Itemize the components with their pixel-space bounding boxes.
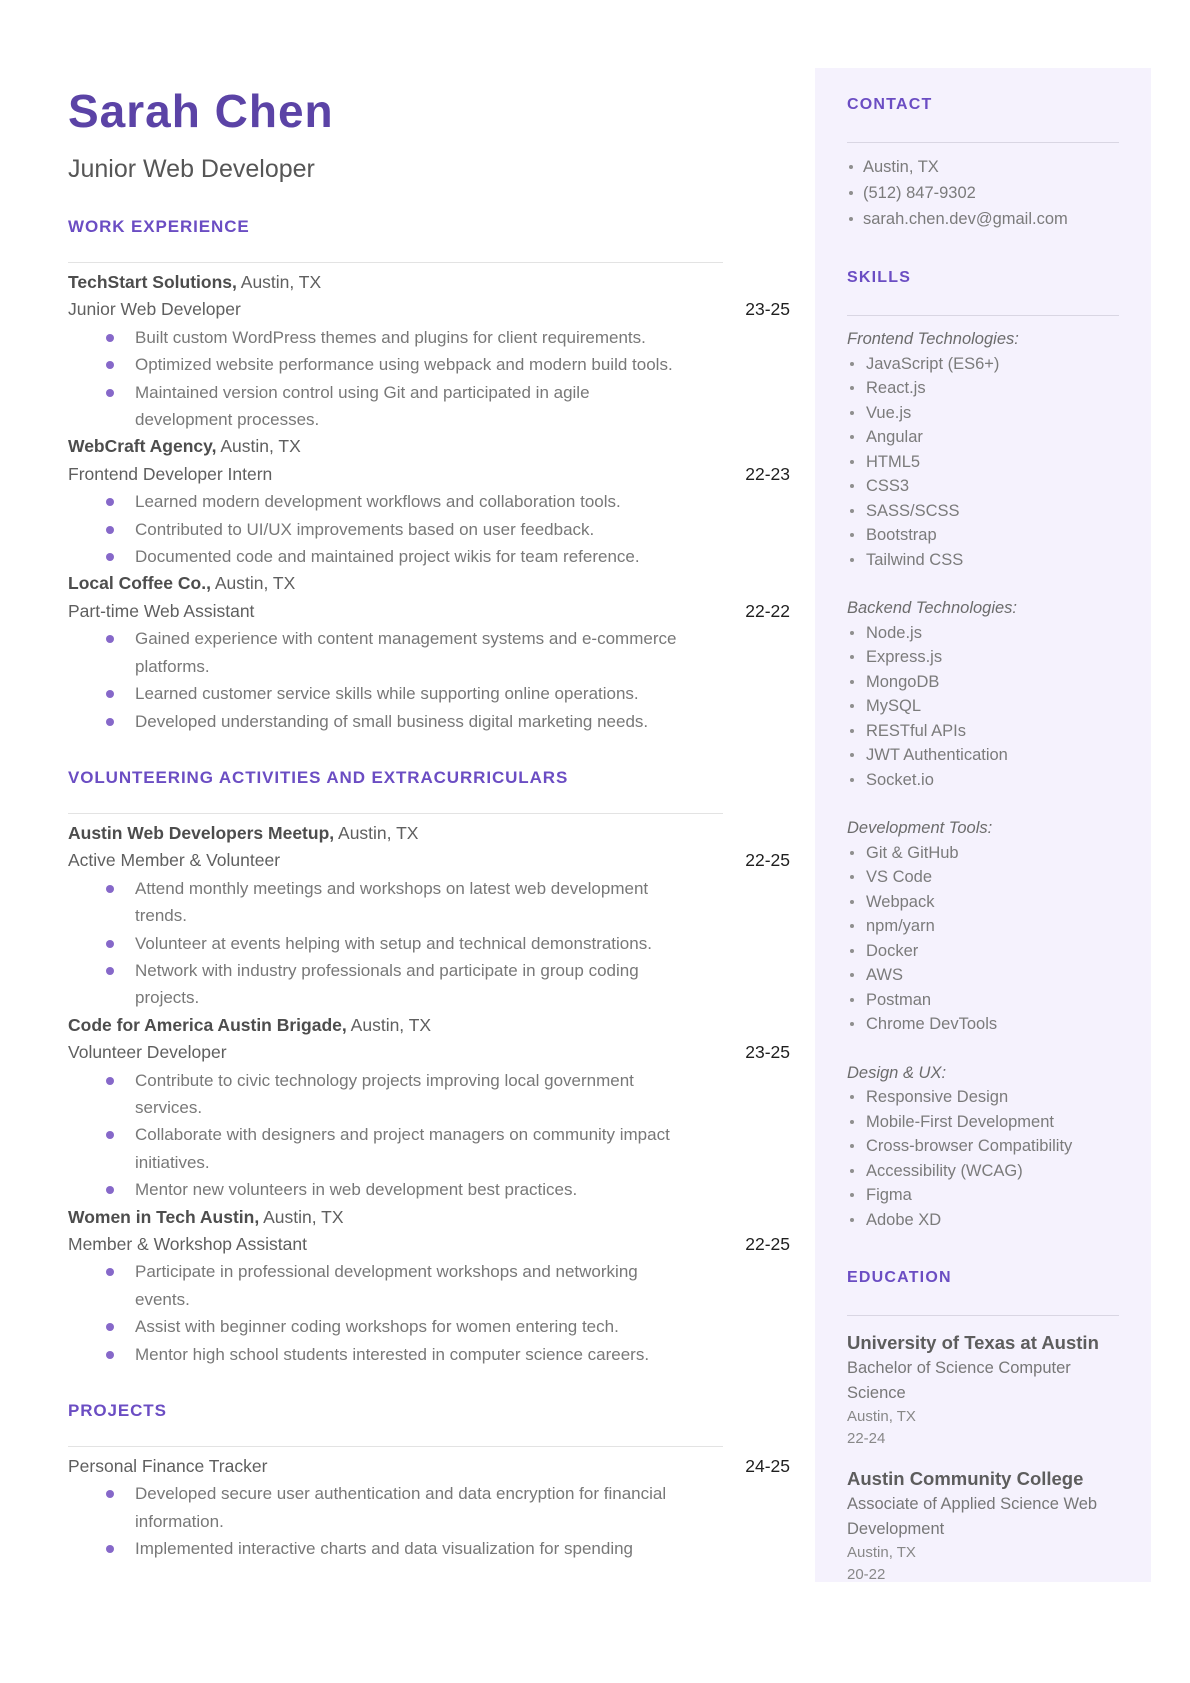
education-list bbox=[847, 1330, 1119, 1586]
skill-item: Chrome DevTools bbox=[847, 1012, 1119, 1037]
skill-item: Webpack bbox=[847, 890, 1119, 915]
sidebar-section-education bbox=[847, 1268, 1119, 1586]
experience-entry bbox=[68, 570, 790, 734]
entry-org-line bbox=[68, 1012, 790, 1039]
skill-item: npm/yarn bbox=[847, 914, 1119, 939]
entry-bullets bbox=[68, 1480, 678, 1562]
role-title: Active Member & Volunteer bbox=[68, 850, 281, 871]
entry-role-line bbox=[68, 847, 790, 874]
contact-list bbox=[847, 154, 1119, 232]
date-range: 22-22 bbox=[745, 600, 790, 621]
bullet-item: Attend monthly meetings and workshops on latest web development trends. bbox=[68, 875, 678, 930]
entry-role-line bbox=[68, 1039, 790, 1066]
bullet-item: Optimized website performance using webpack and modern build tools. bbox=[68, 351, 678, 378]
skill-list bbox=[847, 841, 1119, 1037]
entry-bullets bbox=[68, 1258, 678, 1368]
skill-item: Bootstrap bbox=[847, 523, 1119, 548]
skill-item: MySQL bbox=[847, 694, 1119, 719]
section-entries bbox=[68, 820, 790, 1368]
section-heading: PROJECTS bbox=[68, 1401, 167, 1421]
school-dates: 20-22 bbox=[847, 1566, 886, 1583]
sidebar-section-contact bbox=[847, 95, 1119, 232]
date-range: 22-25 bbox=[745, 850, 790, 871]
experience-entry bbox=[68, 433, 790, 570]
skill-item: Accessibility (WCAG) bbox=[847, 1159, 1119, 1184]
skill-item: Cross-browser Compatibility bbox=[847, 1134, 1119, 1159]
skill-item: Socket.io bbox=[847, 768, 1119, 793]
bullet-item: Learned customer service skills while supporting online operations. bbox=[68, 680, 678, 707]
skill-item: SASS/SCSS bbox=[847, 499, 1119, 524]
skill-group bbox=[847, 596, 1119, 792]
sidebar-divider bbox=[847, 315, 1119, 316]
person-title: Junior Web Developer bbox=[68, 155, 315, 183]
education-heading: EDUCATION bbox=[847, 1269, 952, 1286]
skill-group-label: Backend Technologies: bbox=[847, 599, 1018, 617]
entry-bullets bbox=[68, 1067, 678, 1204]
section-divider bbox=[68, 1446, 723, 1447]
education-entry bbox=[847, 1330, 1119, 1450]
entry-role-line bbox=[68, 1453, 790, 1480]
skill-item: Adobe XD bbox=[847, 1208, 1119, 1233]
school-name: University of Texas at Austin bbox=[847, 1332, 1099, 1353]
section-entries bbox=[68, 1453, 790, 1563]
role-title: Junior Web Developer bbox=[68, 299, 241, 320]
skill-list bbox=[847, 352, 1119, 573]
entry-bullets bbox=[68, 875, 678, 1012]
bullet-item: Contributed to UI/UX improvements based on user feedback. bbox=[68, 516, 678, 543]
school-location: Austin, TX bbox=[847, 1544, 916, 1561]
role-title: Frontend Developer Intern bbox=[68, 463, 273, 484]
bullet-item: Contribute to civic technology projects improving local government services. bbox=[68, 1067, 678, 1122]
entry-bullets bbox=[68, 625, 678, 735]
skill-group bbox=[847, 816, 1119, 1037]
contact-heading: CONTACT bbox=[847, 96, 933, 113]
bullet-item: Assist with beginner coding workshops for women entering tech. bbox=[68, 1313, 678, 1340]
bullet-item: Volunteer at events helping with setup and technical demonstrations. bbox=[68, 930, 678, 957]
skill-list bbox=[847, 621, 1119, 793]
skill-item: HTML5 bbox=[847, 450, 1119, 475]
experience-entry bbox=[68, 269, 790, 433]
school-name: Austin Community College bbox=[847, 1468, 1084, 1489]
skills-heading: SKILLS bbox=[847, 269, 912, 286]
skills-groups bbox=[847, 327, 1119, 1232]
section-heading: WORK EXPERIENCE bbox=[68, 217, 250, 236]
skill-item: CSS3 bbox=[847, 474, 1119, 499]
bullet-item: Implemented interactive charts and data visualization for spending bbox=[68, 1535, 678, 1562]
section-heading: VOLUNTEERING ACTIVITIES AND EXTRACURRICULARS bbox=[68, 767, 569, 787]
bullet-item: Developed understanding of small business digital marketing needs. bbox=[68, 708, 678, 735]
skill-item: Vue.js bbox=[847, 401, 1119, 426]
date-range: 23-25 bbox=[745, 299, 790, 320]
organization-location: Austin, TX bbox=[220, 436, 301, 457]
bullet-item: Mentor high school students interested in computer science careers. bbox=[68, 1341, 678, 1368]
skill-item: Node.js bbox=[847, 621, 1119, 646]
skill-group bbox=[847, 327, 1119, 572]
bullet-item: Documented code and maintained project wikis for team reference. bbox=[68, 543, 678, 570]
bullet-item: Built custom WordPress themes and plugins for client requirements. bbox=[68, 324, 678, 351]
entry-role-line bbox=[68, 1231, 790, 1258]
experience-entry bbox=[68, 1012, 790, 1204]
skill-group-label: Design & UX: bbox=[847, 1063, 947, 1082]
skill-item: Express.js bbox=[847, 645, 1119, 670]
skill-group bbox=[847, 1061, 1119, 1233]
sidebar-divider bbox=[847, 1315, 1119, 1316]
skill-item: AWS bbox=[847, 963, 1119, 988]
bullet-item: Maintained version control using Git and participated in agile development processes. bbox=[68, 379, 678, 434]
organization-name: TechStart Solutions, bbox=[68, 272, 237, 292]
section-divider bbox=[68, 262, 723, 263]
skill-item: JWT Authentication bbox=[847, 743, 1119, 768]
bullet-item: Collaborate with designers and project managers on community impact initiatives. bbox=[68, 1121, 678, 1176]
date-range: 22-23 bbox=[745, 463, 790, 484]
role-title: Member & Workshop Assistant bbox=[68, 1234, 307, 1254]
bullet-item: Gained experience with content management systems and e-commerce platforms. bbox=[68, 625, 678, 680]
skill-item: Postman bbox=[847, 988, 1119, 1013]
person-name: Sarah Chen bbox=[68, 85, 334, 137]
sidebar bbox=[815, 68, 1151, 1582]
skill-item: React.js bbox=[847, 376, 1119, 401]
skill-item: Angular bbox=[847, 425, 1119, 450]
skill-item: RESTful APIs bbox=[847, 719, 1119, 744]
organization-location: Austin, TX bbox=[338, 822, 419, 843]
entry-org-line bbox=[68, 570, 790, 597]
role-title: Part-time Web Assistant bbox=[68, 600, 255, 621]
bullet-item: Learned modern development workflows and collaboration tools. bbox=[68, 488, 678, 515]
organization-location: Austin, TX bbox=[214, 573, 296, 594]
entry-org-line bbox=[68, 820, 790, 847]
entry-org-line bbox=[68, 433, 790, 460]
skill-group-label: Development Tools: bbox=[847, 819, 993, 837]
school-location: Austin, TX bbox=[847, 1408, 916, 1425]
skill-group-label: Frontend Technologies: bbox=[847, 330, 1019, 348]
organization-name: Code for America Austin Brigade, bbox=[68, 1014, 347, 1035]
skill-item: MongoDB bbox=[847, 670, 1119, 695]
school-dates: 22-24 bbox=[847, 1430, 886, 1447]
entry-role-line bbox=[68, 461, 790, 488]
bullet-item: Network with industry professionals and participate in group coding projects. bbox=[68, 957, 678, 1012]
bullet-item: Participate in professional development workshops and networking events. bbox=[68, 1258, 678, 1313]
skill-item: Mobile-First Development bbox=[847, 1110, 1119, 1135]
skill-item: Git & GitHub bbox=[847, 841, 1119, 866]
organization-name: Austin Web Developers Meetup, bbox=[68, 822, 335, 843]
section-divider bbox=[68, 813, 723, 814]
skill-item: JavaScript (ES6+) bbox=[847, 352, 1119, 377]
experience-entry bbox=[68, 1204, 790, 1368]
skill-item: Responsive Design bbox=[847, 1085, 1119, 1110]
organization-name: Local Coffee Co., bbox=[68, 573, 211, 594]
contact-item: Austin, TX bbox=[847, 154, 1119, 180]
date-range: 24-25 bbox=[745, 1456, 790, 1477]
contact-item: sarah.chen.dev@gmail.com bbox=[847, 206, 1119, 232]
contact-item: (512) 847-9302 bbox=[847, 180, 1119, 206]
education-entry bbox=[847, 1466, 1119, 1586]
section-entries bbox=[68, 269, 790, 735]
organization-location: Austin, TX bbox=[240, 272, 322, 292]
main-sections bbox=[68, 216, 790, 1563]
date-range: 23-25 bbox=[745, 1042, 790, 1063]
sidebar-section-skills bbox=[847, 268, 1119, 1232]
skill-item: Figma bbox=[847, 1183, 1119, 1208]
degree: Associate of Applied Science Web Development bbox=[847, 1495, 1098, 1538]
role-title: Volunteer Developer bbox=[68, 1042, 227, 1063]
organization-name: Women in Tech Austin, bbox=[68, 1206, 260, 1227]
role-title: Personal Finance Tracker bbox=[68, 1456, 268, 1477]
date-range: 22-25 bbox=[745, 1234, 790, 1254]
skill-item: VS Code bbox=[847, 865, 1119, 890]
entry-org-line bbox=[68, 1204, 790, 1231]
skill-list bbox=[847, 1085, 1119, 1232]
entry-bullets bbox=[68, 488, 678, 570]
main-column bbox=[68, 84, 790, 1563]
entry-org-line bbox=[68, 269, 790, 296]
entry-role-line bbox=[68, 296, 790, 323]
organization-location: Austin, TX bbox=[350, 1014, 432, 1035]
bullet-item: Developed secure user authentication and data encryption for financial information. bbox=[68, 1480, 678, 1535]
degree: Bachelor of Science Computer Science bbox=[847, 1359, 1071, 1402]
experience-entry bbox=[68, 820, 790, 1012]
sidebar-divider bbox=[847, 142, 1119, 143]
entry-role-line bbox=[68, 598, 790, 625]
skill-item: Tailwind CSS bbox=[847, 548, 1119, 573]
entry-bullets bbox=[68, 324, 678, 434]
organization-name: WebCraft Agency, bbox=[68, 436, 217, 457]
skill-item: Docker bbox=[847, 939, 1119, 964]
experience-entry bbox=[68, 1453, 790, 1563]
bullet-item: Mentor new volunteers in web development best practices. bbox=[68, 1176, 678, 1203]
organization-location: Austin, TX bbox=[263, 1206, 344, 1227]
